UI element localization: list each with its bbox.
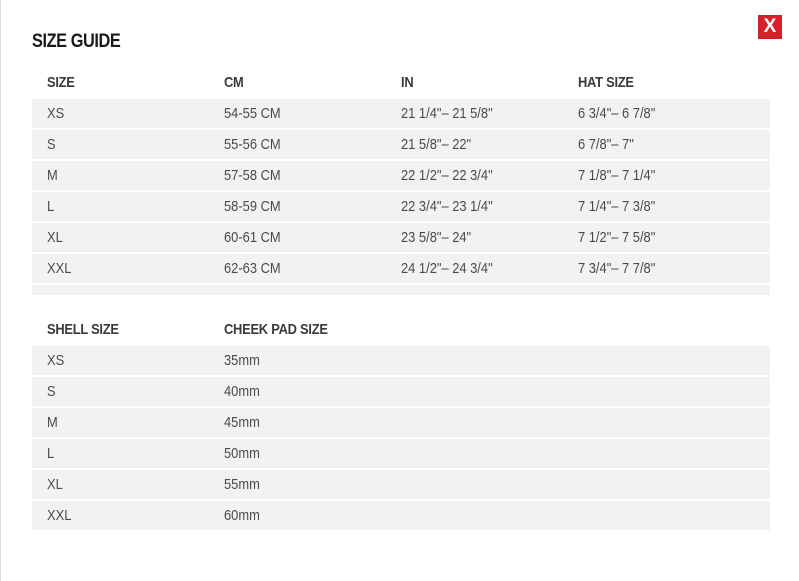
table-footer-spacer bbox=[32, 285, 770, 295]
cell-in: 23 5/8"– 24" bbox=[401, 229, 472, 246]
shell-table-header bbox=[32, 315, 770, 346]
cell-cheek-pad-size: 50mm bbox=[224, 445, 260, 462]
cell-shell-size: S bbox=[47, 383, 56, 400]
cell-hat-size: 7 1/2"– 7 5/8" bbox=[578, 229, 656, 246]
cell-size: XXL bbox=[47, 260, 72, 277]
cell-size: S bbox=[47, 136, 56, 153]
cell-hat-size: 6 3/4"– 6 7/8" bbox=[578, 105, 656, 122]
cell-hat-size: 7 3/4"– 7 7/8" bbox=[578, 260, 656, 277]
table-row bbox=[32, 99, 770, 130]
table-row bbox=[32, 192, 770, 223]
cell-in: 22 3/4"– 23 1/4" bbox=[401, 198, 493, 215]
cell-in: 24 1/2"– 24 3/4" bbox=[401, 260, 493, 277]
table-row bbox=[32, 161, 770, 192]
cell-hat-size: 7 1/8"– 7 1/4" bbox=[578, 167, 656, 184]
modal-title: SIZE GUIDE bbox=[32, 31, 121, 52]
table-row bbox=[32, 377, 770, 408]
cell-cheek-pad-size: 60mm bbox=[224, 507, 260, 524]
close-icon: X bbox=[763, 16, 777, 37]
table-row bbox=[32, 408, 770, 439]
cell-cm: 54-55 CM bbox=[224, 105, 281, 122]
cell-cheek-pad-size: 45mm bbox=[224, 414, 260, 431]
table-row bbox=[32, 470, 770, 501]
size-table-header bbox=[32, 68, 770, 99]
table-row bbox=[32, 501, 770, 532]
size-table bbox=[32, 68, 770, 295]
cell-in: 22 1/2"– 22 3/4" bbox=[401, 167, 493, 184]
cell-cm: 58-59 CM bbox=[224, 198, 281, 215]
cell-shell-size: M bbox=[47, 414, 58, 431]
close-button[interactable] bbox=[758, 15, 782, 39]
cell-cm: 60-61 CM bbox=[224, 229, 281, 246]
table-row bbox=[32, 439, 770, 470]
cell-in: 21 1/4"– 21 5/8" bbox=[401, 105, 493, 122]
cell-shell-size: L bbox=[47, 445, 55, 462]
header-cheek-pad-size: CHEEK PAD SIZE bbox=[224, 321, 328, 338]
table-row bbox=[32, 130, 770, 161]
cell-shell-size: XS bbox=[47, 352, 65, 369]
cell-hat-size: 7 1/4"– 7 3/8" bbox=[578, 198, 656, 215]
cell-cm: 57-58 CM bbox=[224, 167, 281, 184]
shell-size-table bbox=[32, 315, 770, 532]
cell-shell-size: XL bbox=[47, 476, 63, 493]
cell-size: XS bbox=[47, 105, 65, 122]
header-shell-size: SHELL SIZE bbox=[47, 321, 119, 338]
cell-hat-size: 6 7/8"– 7" bbox=[578, 136, 634, 153]
cell-size: M bbox=[47, 167, 58, 184]
cell-cheek-pad-size: 40mm bbox=[224, 383, 260, 400]
header-in: IN bbox=[401, 74, 414, 91]
table-row bbox=[32, 346, 770, 377]
cell-in: 21 5/8"– 22" bbox=[401, 136, 472, 153]
cell-size: XL bbox=[47, 229, 63, 246]
cell-cm: 55-56 CM bbox=[224, 136, 281, 153]
header-hat-size: HAT SIZE bbox=[578, 74, 634, 91]
header-cm: CM bbox=[224, 74, 244, 91]
header-size: SIZE bbox=[47, 74, 75, 91]
cell-size: L bbox=[47, 198, 55, 215]
cell-shell-size: XXL bbox=[47, 507, 72, 524]
cell-cheek-pad-size: 35mm bbox=[224, 352, 260, 369]
table-row bbox=[32, 223, 770, 254]
cell-cm: 62-63 CM bbox=[224, 260, 281, 277]
cell-cheek-pad-size: 55mm bbox=[224, 476, 260, 493]
table-row bbox=[32, 254, 770, 285]
